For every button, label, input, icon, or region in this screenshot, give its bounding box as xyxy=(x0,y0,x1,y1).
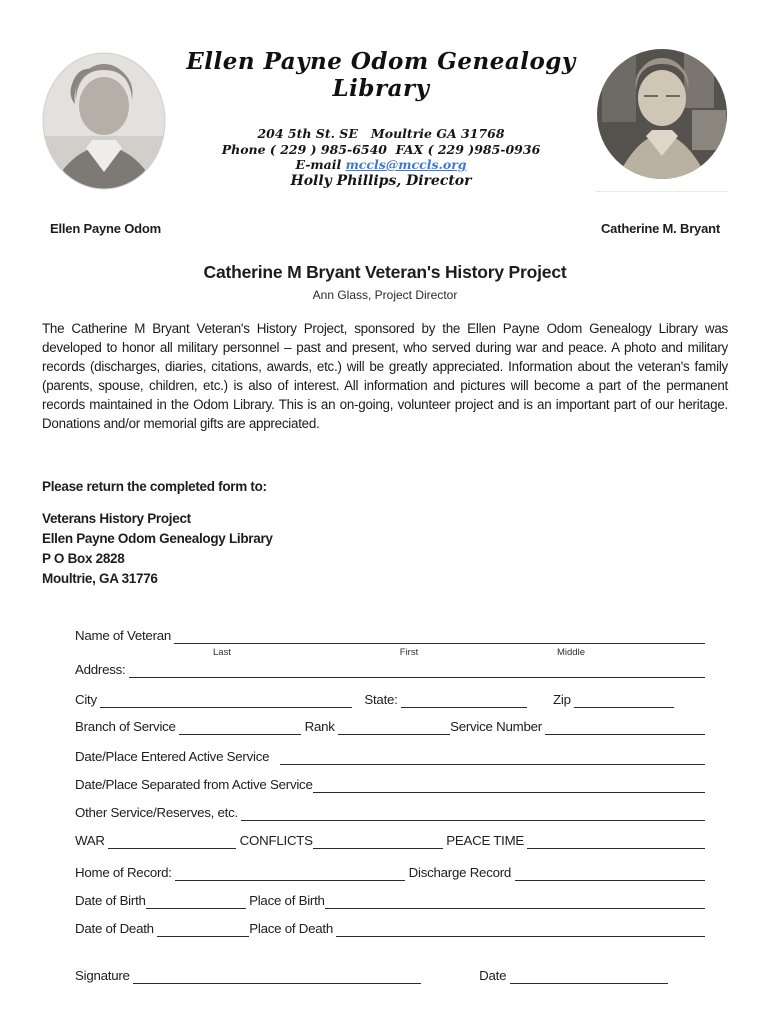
field-label: Place of Death xyxy=(249,921,337,936)
form-row-death xyxy=(75,920,705,937)
return-line-1: Veterans History Project xyxy=(42,511,191,526)
date-of-death-line[interactable] xyxy=(157,932,249,937)
field-label: Date/Place Separated from Active Service xyxy=(75,777,313,792)
library-address: 204 5th St. SE Moultrie GA 31768 xyxy=(257,126,505,141)
signature-line[interactable] xyxy=(133,979,421,984)
discharge-record-line[interactable] xyxy=(515,876,705,881)
photo-captions xyxy=(42,221,728,236)
photo-caption-left: Ellen Payne Odom xyxy=(50,221,161,236)
portrait-oval-icon xyxy=(42,52,166,190)
ellen-payne-odom-photo xyxy=(42,52,166,195)
field-label: Date xyxy=(479,968,510,983)
address-line[interactable] xyxy=(129,673,705,678)
project-description: The Catherine M Bryant Veteran's History Project, sponsored by the Ellen Payne Odom Genealogy Library was developed to honor all military personnel – past and present, who served during war and peace. A photo and military records (discharges, diaries, citations, awards, etc.) will be greatly appreciated. Information about the veteran's family (parents, spouse, children, etc.) is also of interest. All information and pictures will become a part of the permanent records maintained in the Odom Library. This is an on-going, volunteer project and is an important part of our heritage. Donations and/or memorial gifts are appreciated. xyxy=(42,321,728,431)
form-row-city-state-zip xyxy=(75,691,705,708)
library-letterhead xyxy=(166,38,596,189)
field-label: Rank xyxy=(301,719,339,734)
director-line: Holly Phillips, Director xyxy=(290,172,472,189)
catherine-m-bryant-photo xyxy=(596,44,728,192)
date-line[interactable] xyxy=(510,979,668,984)
city-line[interactable] xyxy=(100,703,352,708)
field-label: Date/Place Entered Active Service xyxy=(75,749,280,764)
form-row-date-place-entered xyxy=(75,748,705,765)
form-row-address xyxy=(75,661,705,678)
home-of-record-line[interactable] xyxy=(175,876,405,881)
form-row-war-conflicts-peacetime xyxy=(75,832,705,849)
field-label: Other Service/Reserves, etc. xyxy=(75,805,242,820)
email-link[interactable]: mccls@mccls.org xyxy=(345,157,467,172)
email-label: E-mail xyxy=(295,157,346,172)
return-line-3: P O Box 2828 xyxy=(42,551,125,566)
header xyxy=(42,38,728,195)
return-address-block xyxy=(42,509,728,589)
photo-caption-right: Catherine M. Bryant xyxy=(600,221,720,236)
place-of-death-line[interactable] xyxy=(336,932,705,937)
field-label: Home of Record: xyxy=(75,865,176,880)
library-email-line xyxy=(166,157,596,173)
field-label: Address: xyxy=(75,662,129,677)
zip-line[interactable] xyxy=(574,703,674,708)
conflicts-line[interactable] xyxy=(313,844,443,849)
library-address-block xyxy=(166,126,596,189)
date-place-separated-from-active-service-line[interactable] xyxy=(313,788,705,793)
field-label: Date of Birth xyxy=(75,893,146,908)
return-line-2: Ellen Payne Odom Genealogy Library xyxy=(42,531,273,546)
sublabel-first: First xyxy=(399,647,419,658)
form-row-branch-rank-service-number xyxy=(75,718,705,735)
field-label: Branch of Service xyxy=(75,719,180,734)
form-section xyxy=(75,627,705,984)
war-line[interactable] xyxy=(108,844,236,849)
library-title: Ellen Payne Odom Genealogy Library xyxy=(186,48,576,102)
state-line[interactable] xyxy=(401,703,527,708)
form-row-birth xyxy=(75,892,705,909)
name-sublabels-row xyxy=(75,647,705,660)
spacer xyxy=(352,707,364,708)
form-row-date-place-separated xyxy=(75,776,705,793)
sublabel-last: Last xyxy=(213,647,231,658)
page-title: Catherine M Bryant Veteran's History Project xyxy=(203,262,567,282)
field-label: Zip xyxy=(553,692,575,707)
service-number-line[interactable] xyxy=(545,730,705,735)
field-label: WAR xyxy=(75,833,109,848)
field-label: CONFLICTS xyxy=(236,833,313,848)
rank-line[interactable] xyxy=(338,730,450,735)
sublabel-middle: Middle xyxy=(557,647,585,658)
name-of-veteran-line[interactable] xyxy=(174,639,705,644)
field-label: State: xyxy=(364,692,402,707)
date-of-birth-line[interactable] xyxy=(146,904,246,909)
field-label: Date of Death xyxy=(75,921,158,936)
form-row-name-of-veteran xyxy=(75,627,705,644)
form-row-other-service xyxy=(75,804,705,821)
library-phone: Phone ( 229 ) 985-6540 FAX ( 229 )985-0936 xyxy=(221,141,541,157)
form-row-home-discharge xyxy=(75,864,705,881)
field-label: Discharge Record xyxy=(405,865,515,880)
portrait-circle-icon xyxy=(596,44,728,184)
project-subtitle: Ann Glass, Project Director xyxy=(312,288,458,302)
date-place-entered-active-service-line[interactable] xyxy=(280,760,705,765)
return-heading: Please return the completed form to: xyxy=(42,479,267,494)
field-label: City xyxy=(75,692,101,707)
peace-time-line[interactable] xyxy=(527,844,705,849)
spacer xyxy=(527,707,553,708)
field-label: PEACE TIME xyxy=(442,833,528,848)
field-label: Signature xyxy=(75,968,134,983)
spacer xyxy=(421,983,479,984)
field-label: Place of Birth xyxy=(245,893,325,908)
form-row-signature-date xyxy=(75,967,705,984)
field-label: Name of Veteran xyxy=(75,628,175,643)
branch-of-service-line[interactable] xyxy=(179,730,301,735)
return-line-4: Moultrie, GA 31776 xyxy=(42,571,158,586)
place-of-birth-line[interactable] xyxy=(325,904,705,909)
field-label: Service Number xyxy=(450,719,546,734)
other-service-reserves-line[interactable] xyxy=(241,816,705,821)
